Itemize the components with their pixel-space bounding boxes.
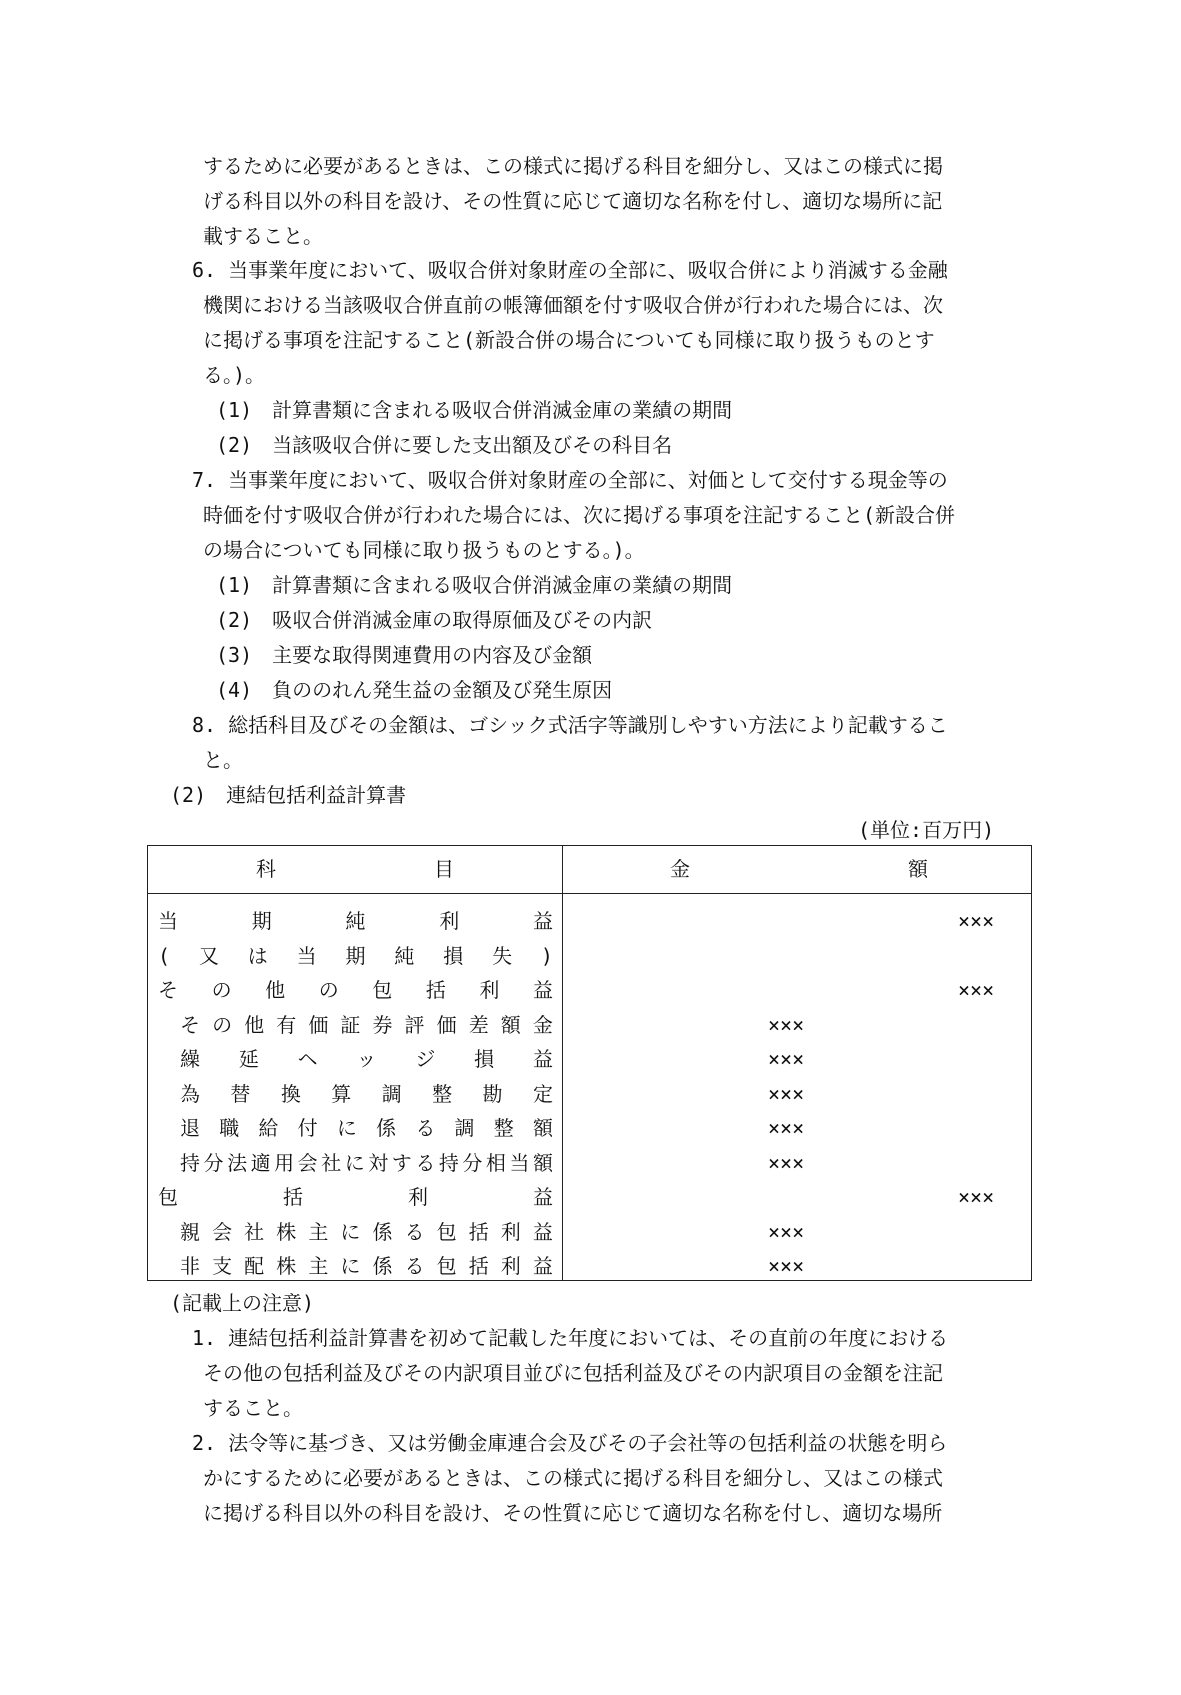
row-detail-amount: ××× bbox=[768, 1047, 805, 1071]
table-row bbox=[148, 1042, 1031, 1076]
row-detail-amount: ××× bbox=[768, 1081, 805, 1106]
note2-2-line-1: 2. 法令等に基づき、又は労働金庫連合会及びその子会社等の包括利益の状態を明ら bbox=[192, 1431, 948, 1455]
row-detail-amount: ××× bbox=[768, 1150, 805, 1175]
row-label: 繰 延 ヘ ッ ジ 損 益 bbox=[180, 1047, 553, 1071]
row-label: そ の 他 有 価 証 券 評 価 差 額 金 bbox=[180, 1012, 553, 1037]
note7-item-3: (3) 主要な取得関連費用の内容及び金額 bbox=[216, 643, 593, 667]
note7-item-4: (4) 負ののれん発生益の金額及び発生原因 bbox=[216, 678, 613, 702]
table-row bbox=[148, 1249, 1031, 1283]
table-row bbox=[148, 1215, 1031, 1249]
note2-1-line-1: 1. 連結包括利益計算書を初めて記載した年度においては、その直前の年度における bbox=[192, 1326, 949, 1350]
table-row bbox=[148, 1008, 1031, 1042]
row-detail-amount: ××× bbox=[768, 1012, 805, 1037]
intro-line-2: げる科目以外の科目を設け、その性質に応じて適切な名称を付し、適切な場所に記 bbox=[203, 189, 943, 213]
header-left-char-2: 目 bbox=[434, 857, 454, 881]
intro-line-1: するために必要があるときは、この様式に掲げる科目を細分し、又はこの様式に掲 bbox=[203, 154, 943, 178]
header-left-char-1: 科 bbox=[256, 857, 276, 881]
row-total-amount: ××× bbox=[958, 978, 995, 1002]
row-detail-amount: ××× bbox=[768, 1219, 805, 1244]
note7-item-1: (1) 計算書類に含まれる吸収合併消滅金庫の業績の期間 bbox=[216, 573, 733, 597]
row-total-amount: ××× bbox=[958, 909, 995, 933]
row-detail-amount: ××× bbox=[768, 1116, 805, 1140]
note2-2-line-3: に掲げる科目以外の科目を設け、その性質に応じて適切な名称を付し、適切な場所 bbox=[203, 1501, 943, 1525]
row-label: ( 又 は 当 期 純 損 失 ) bbox=[158, 943, 553, 968]
note6-line-4: る。)。 bbox=[203, 363, 266, 387]
row-label: 非 支 配 株 主 に 係 る 包 括 利 益 bbox=[180, 1254, 553, 1278]
row-label: 当 期 純 利 益 bbox=[158, 909, 553, 933]
row-label: 為 替 換 算 調 整 勘 定 bbox=[180, 1081, 553, 1106]
row-label: そ の 他 の 包 括 利 益 bbox=[158, 978, 553, 1002]
note8-line-2: と。 bbox=[203, 748, 243, 772]
note8-line-1: 8. 総括科目及びその金額は、ゴシック式活字等識別しやすい方法により記載するこ bbox=[192, 713, 948, 737]
note2-1-line-3: すること。 bbox=[203, 1396, 303, 1420]
row-label: 親 会 社 株 主 に 係 る 包 括 利 益 bbox=[180, 1219, 553, 1244]
unit-label: (単位:百万円) bbox=[858, 818, 995, 842]
table-row bbox=[148, 939, 1031, 973]
note6-line-3: に掲げる事項を注記すること(新設合併の場合についても同様に取り扱うものとす bbox=[203, 328, 935, 352]
note7-item-2: (2) 吸収合併消滅金庫の取得原価及びその内訳 bbox=[216, 608, 653, 632]
note7-line-1: 7. 当事業年度において、吸収合併対象財産の全部に、対価として交付する現金等の bbox=[192, 468, 948, 492]
note2-2-line-2: かにするために必要があるときは、この様式に掲げる科目を細分し、又はこの様式 bbox=[203, 1466, 943, 1490]
notes-heading: (記載上の注意) bbox=[170, 1291, 315, 1315]
note6-line-1: 6. 当事業年度において、吸収合併対象財産の全部に、吸収合併により消滅する金融 bbox=[192, 258, 948, 282]
header-divider bbox=[148, 893, 1031, 894]
note6-item-2: (2) 当該吸収合併に要した支出額及びその科目名 bbox=[216, 433, 673, 457]
section-title: (2) 連結包括利益計算書 bbox=[170, 783, 407, 807]
table-row bbox=[148, 1077, 1031, 1111]
income-statement-table bbox=[147, 845, 1032, 1281]
row-label: 包 括 利 益 bbox=[158, 1185, 553, 1209]
intro-line-3: 載すること。 bbox=[203, 224, 323, 248]
note7-line-2: 時価を付す吸収合併が行われた場合には、次に掲げる事項を注記すること(新設合併 bbox=[203, 503, 956, 527]
table-row bbox=[148, 973, 1031, 1007]
row-label: 退 職 給 付 に 係 る 調 整 額 bbox=[180, 1116, 553, 1140]
table-row bbox=[148, 904, 1031, 938]
row-detail-amount: ××× bbox=[768, 1254, 805, 1278]
note6-line-2: 機関における当該吸収合併直前の帳簿価額を付す吸収合併が行われた場合には、次 bbox=[203, 293, 943, 317]
table-row bbox=[148, 1180, 1031, 1214]
table-row bbox=[148, 1111, 1031, 1145]
row-total-amount: ××× bbox=[958, 1185, 995, 1209]
note2-1-line-2: その他の包括利益及びその内訳項目並びに包括利益及びその内訳項目の金額を注記 bbox=[203, 1361, 943, 1385]
note6-item-1: (1) 計算書類に含まれる吸収合併消滅金庫の業績の期間 bbox=[216, 398, 733, 422]
table-row bbox=[148, 1146, 1031, 1180]
header-right-char-2: 額 bbox=[908, 857, 928, 881]
note7-line-3: の場合についても同様に取り扱うものとする。)。 bbox=[203, 538, 645, 562]
header-right-char-1: 金 bbox=[670, 857, 690, 881]
row-label: 持 分 法 適 用 会 社 に 対 す る 持 分 相 当 額 bbox=[180, 1150, 553, 1175]
